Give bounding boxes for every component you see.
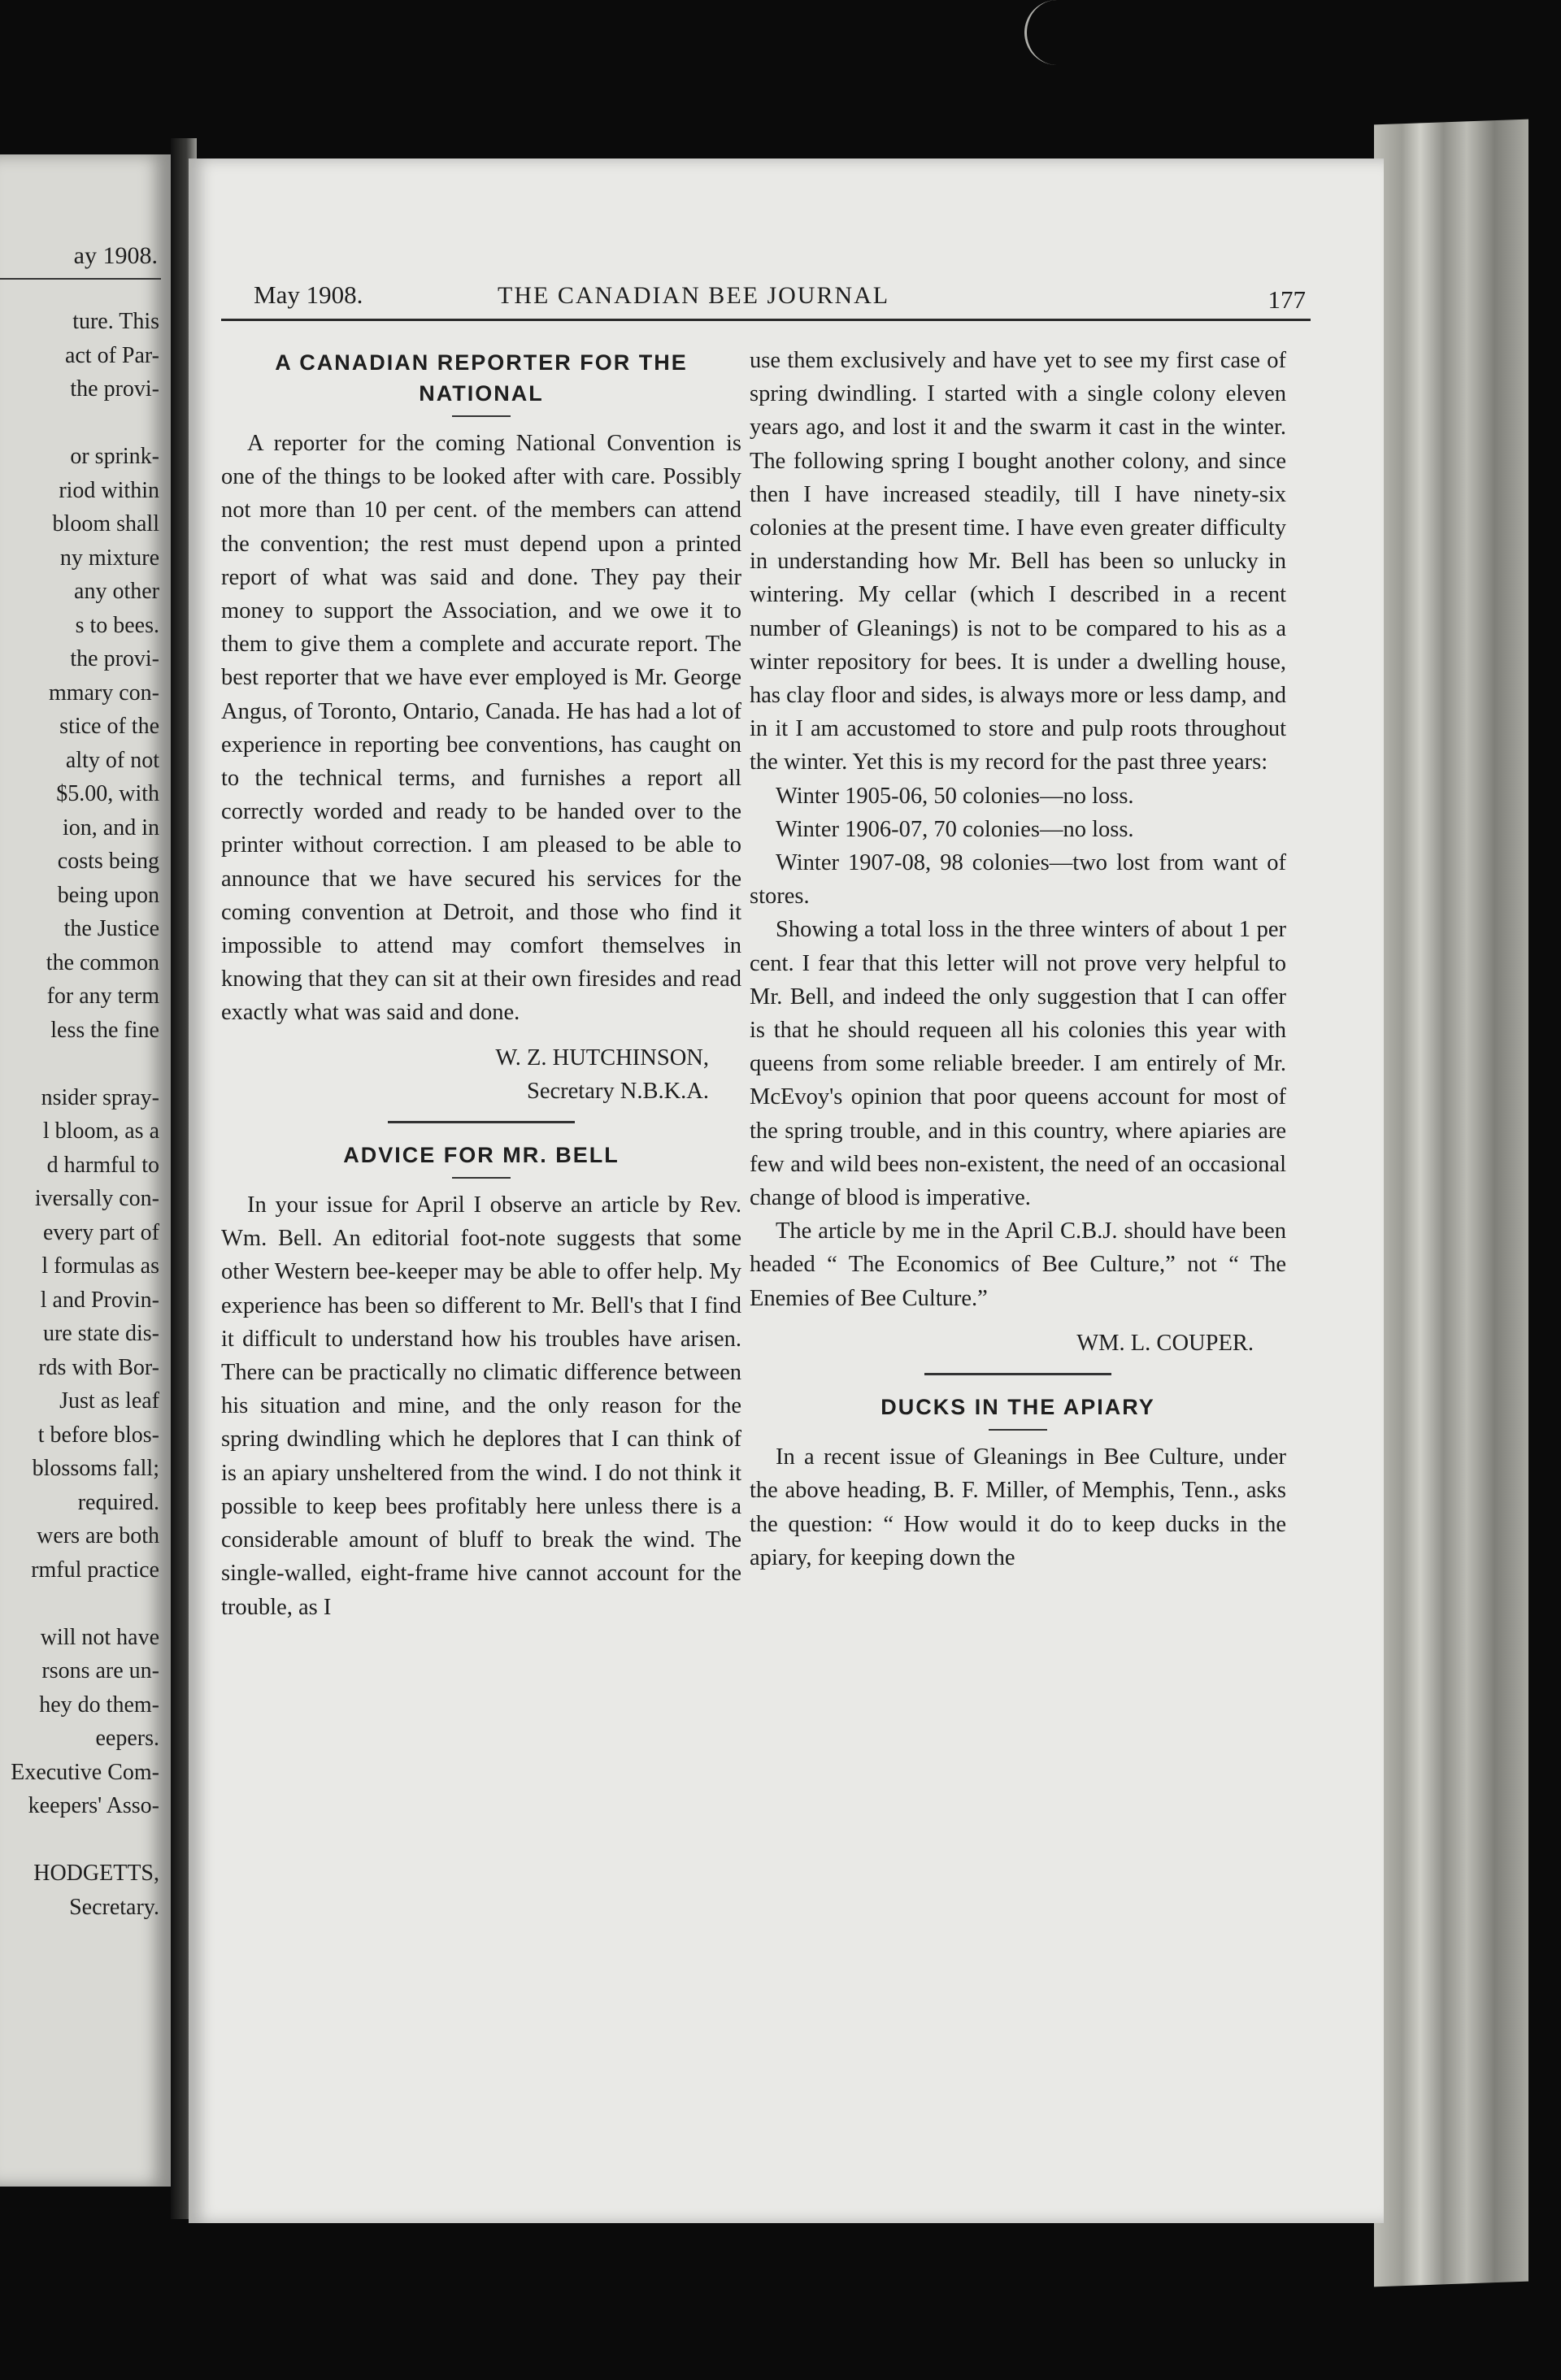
journal-title: THE CANADIAN BEE JOURNAL xyxy=(498,282,890,309)
facing-page-line: every part of xyxy=(42,1219,159,1245)
page-block-edge xyxy=(1374,119,1528,2287)
facing-page-line: the Justice xyxy=(63,916,159,941)
article-body-advice-part3: Showing a total loss in the three winters of about 1 per cent. I fear that this letter will not prove very helpful to Mr. Bell, and indeed the only suggestion that I can offer is that he should requeen all his colonies this year with queens from some reliable breeder. I am entirely of Mr. McEvoy's opinion that poor queens account for most of the spring trouble, and in this country, where apiaries are few and wild bees non-existent, the need of an occasional change of blood is imperative. xyxy=(750,917,1286,1211)
facing-page-text xyxy=(0,305,159,1924)
facing-page-line: wers are both xyxy=(37,1523,159,1548)
facing-page-line: costs being xyxy=(57,849,159,874)
facing-page-line: rds with Bor- xyxy=(38,1354,159,1380)
column-left xyxy=(221,344,741,1624)
facing-page-line: eepers. xyxy=(95,1726,159,1751)
facing-page-header: ay 1908. xyxy=(73,242,158,269)
article-heading-advice: ADVICE FOR MR. BELL xyxy=(343,1143,620,1168)
facing-page-line: ture. This xyxy=(72,309,159,334)
section-divider xyxy=(924,1373,1111,1375)
facing-page-line: t before blos- xyxy=(37,1422,159,1448)
facing-page-line: will not have xyxy=(40,1624,159,1650)
facing-page-line: ure state dis- xyxy=(42,1321,159,1346)
page-number: 177 xyxy=(1267,285,1306,314)
facing-page-line xyxy=(0,1823,159,1857)
facing-page-line xyxy=(0,1047,159,1081)
facing-page-line: ny mixture xyxy=(59,545,159,571)
facing-page-line: rmful practice xyxy=(31,1557,159,1583)
facing-page-line: iversally con- xyxy=(34,1186,159,1211)
facing-page-line: rsons are un- xyxy=(41,1658,159,1683)
facing-page-line: less the fine xyxy=(50,1017,159,1043)
signature-block-hutchinson xyxy=(221,1041,741,1108)
facing-page-line: l bloom, as a xyxy=(42,1118,159,1144)
facing-page-rule xyxy=(0,278,161,280)
facing-page-line: riod within xyxy=(59,477,159,503)
facing-page-line: mmary con- xyxy=(48,680,159,706)
facing-page-line xyxy=(0,406,159,441)
facing-page-line: l and Provin- xyxy=(40,1287,159,1313)
facing-page-line: keepers' Asso- xyxy=(28,1793,159,1818)
issue-date: May 1908. xyxy=(254,280,363,309)
facing-page-line: the provi- xyxy=(70,376,159,402)
heading-rule xyxy=(452,415,511,417)
facing-page-line: $5.00, with xyxy=(56,781,159,806)
facing-page-line: Executive Com- xyxy=(11,1759,159,1785)
facing-page-line: Just as leaf xyxy=(59,1388,159,1414)
facing-page-line: nsider spray- xyxy=(41,1084,159,1110)
facing-page-line: d harmful to xyxy=(46,1152,159,1178)
facing-page-line: hey do them- xyxy=(39,1692,159,1718)
article-heading-reporter: A CANADIAN REPORTER FOR THE NATIONAL xyxy=(275,350,688,406)
facing-page-line: act of Par- xyxy=(64,342,159,368)
heading-rule xyxy=(452,1177,511,1179)
article-body-advice-part1: In your issue for April I observe an article by Rev. Wm. Bell. An editorial foot-note suggests that some other Western bee-keeper may be able to offer help. My experience has been so different to Mr. Bell's that I find it difficult to understand how his troubles have arisen. There can be practically no climatic difference between his situation and mine, and the only reason for the spring dwindling which he deplores that I can think of is an apiary unsheltered from the wind. I do not think it possible to keep bees profitably here unless there is a considerable amount of bluff to break the wind. The single-walled, eight-frame hive cannot account for the trouble, as I xyxy=(221,1192,741,1620)
facing-page-line: required. xyxy=(77,1489,159,1515)
facing-page-line: blossoms fall; xyxy=(32,1456,159,1481)
column-right xyxy=(750,344,1286,1574)
article-heading-ducks: DUCKS IN THE APIARY xyxy=(881,1395,1155,1420)
facing-page-line: bloom shall xyxy=(52,511,159,536)
facing-page-line: l formulas as xyxy=(41,1253,159,1279)
running-head xyxy=(254,280,1306,313)
facing-page-line: s to bees. xyxy=(75,612,159,638)
facing-page-line: any other xyxy=(74,579,159,604)
facing-page-left xyxy=(0,154,171,2187)
facing-page-line: the provi- xyxy=(70,646,159,671)
facing-page-line: alty of not xyxy=(65,747,159,773)
signature-title: Secretary N.B.K.A. xyxy=(527,1078,709,1104)
journal-page xyxy=(189,159,1384,2223)
signature-name: W. Z. HUTCHINSON, xyxy=(495,1045,709,1071)
record-winter-1907: Winter 1907-08, 98 colonies—two lost from want of stores. xyxy=(750,850,1286,910)
facing-page-line xyxy=(0,1587,159,1621)
article-body-reporter: A reporter for the coming National Convention is one of the things to be looked after with care. Possibly not more than 10 per cent. of the members can attend the convention; the rest must depend upon a printed report of what was said and done. They pay their money to support the Association, and we owe it to them to give them a complete and accurate report. The best reporter that we have ever employed is Mr. George Angus, of Toronto, Ontario, Canada. He has had a lot of experience in reporting bee conventions, has caught on to the technical terms, and furnishes a report all correctly worded and ready to be handed over to the printer without correction. I am pleased to be able to announce that we have secured his services for the coming convention at Detroit, and those who find it impossible to attend may comfort themselves in knowing that they can sit at their own firesides and read exactly what was said and done. xyxy=(221,431,741,1026)
facing-page-line: or sprink- xyxy=(70,444,159,469)
header-rule xyxy=(221,319,1311,321)
facing-page-line: ion, and in xyxy=(63,814,159,840)
scan-artifact xyxy=(1024,0,1059,65)
record-winter-1906: Winter 1906-07, 70 colonies—no loss. xyxy=(776,816,1134,842)
facing-page-line: the common xyxy=(46,949,159,975)
signature-couper: WM. L. COUPER. xyxy=(1076,1330,1254,1356)
heading-rule xyxy=(989,1429,1047,1431)
facing-page-line: Secretary. xyxy=(69,1894,159,1920)
record-winter-1905: Winter 1905-06, 50 colonies—no loss. xyxy=(776,783,1134,809)
section-divider xyxy=(388,1121,575,1123)
article-body-ducks: In a recent issue of Gleanings in Bee Culture, under the above heading, B. F. Miller, of Memphis, Tenn., asks the question: “ How would it do to keep ducks in the apiary, for keeping down the xyxy=(750,1444,1286,1570)
article-body-advice-part2: use them exclusively and have yet to see my first case of spring dwindling. I started with a single colony eleven years ago, and lost it and the swarm it cast in the winter. The following spring I bought another colony, and since then I have increased steadily, till I have ninety-six colonies at the present time. I have even greater difficulty in understanding how Mr. Bell has been so unlucky in wintering. My cellar (which I described in a recent number of Gleanings) is not to be compared to his as a winter repository for bees. It is under a dwelling house, has clay floor and sides, is always more or less damp, and in it I am accustomed to store and pulp roots throughout the winter. Yet this is my record for the past three years: xyxy=(750,348,1286,775)
article-body-advice-note: The article by me in the April C.B.J. should have been headed “ The Economics of Bee Culture,” not “ The Enemies of Bee Culture.” xyxy=(750,1218,1286,1311)
facing-page-line: stice of the xyxy=(59,714,159,739)
facing-page-line: being upon xyxy=(57,882,159,908)
facing-page-line: for any term xyxy=(46,984,159,1009)
facing-page-line: HODGETTS, xyxy=(33,1861,159,1886)
